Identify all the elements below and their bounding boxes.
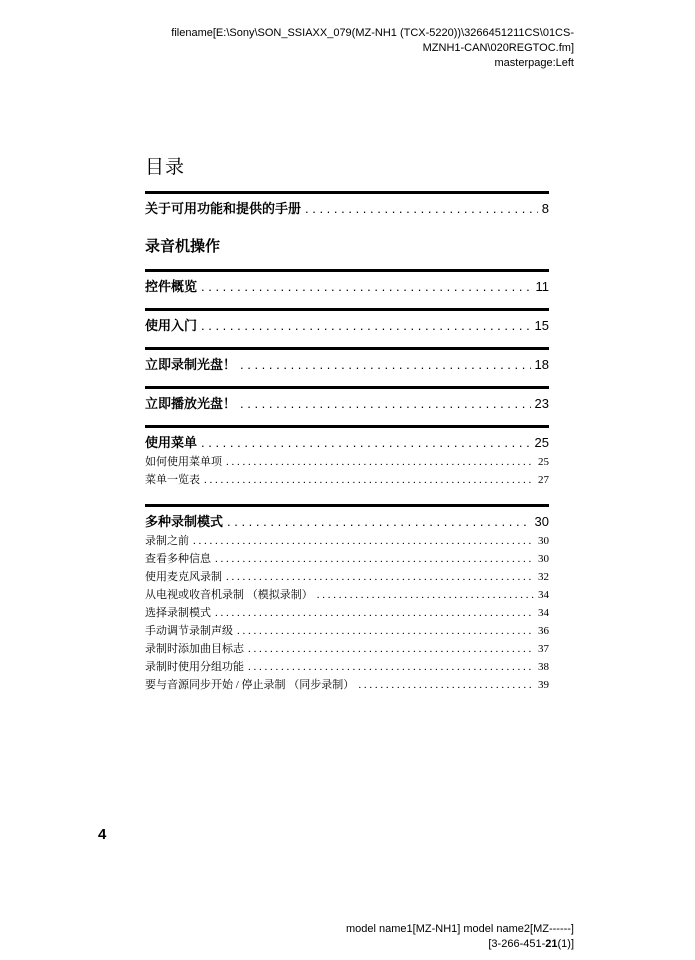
toc-subentry-label: 要与音源同步开始 / 停止录制 （同步录制） — [145, 679, 355, 691]
toc-entry-label: 多种录制模式 — [145, 514, 224, 529]
toc-subentry[interactable] — [145, 604, 549, 622]
leader-dots — [226, 568, 534, 586]
toc-subentry-label: 录制之前 — [145, 535, 189, 547]
toc-entry-page: 18 — [534, 357, 549, 372]
section-rule — [145, 504, 549, 507]
file-footer — [174, 922, 574, 952]
leader-dots — [215, 550, 534, 568]
toc-subentry[interactable] — [145, 453, 549, 471]
toc-entry[interactable] — [145, 512, 549, 532]
toc-entry-page: 8 — [541, 201, 549, 216]
leader-dots — [201, 433, 531, 453]
section-heading: 录音机操作 — [145, 238, 221, 255]
toc-subentry-page: 39 — [538, 679, 549, 691]
leader-dots — [204, 471, 534, 489]
toc-subentry-page: 25 — [538, 456, 549, 468]
section-rule — [145, 191, 549, 194]
toc-entry-intro[interactable] — [145, 199, 549, 219]
toc-subentry[interactable] — [145, 622, 549, 640]
toc-subentry-label: 录制时添加曲目标志 — [145, 643, 244, 655]
toc-subentry-label: 查看多种信息 — [145, 553, 211, 565]
footer-code-suffix: (1)] — [557, 938, 574, 950]
leader-dots — [358, 676, 534, 694]
toc-entry-label: 立即录制光盘！ — [145, 357, 237, 372]
toc-subentry-label: 使用麦克风录制 — [145, 571, 222, 583]
toc-subentry[interactable] — [145, 532, 549, 550]
toc-entry[interactable] — [145, 355, 549, 375]
toc-entry-page: 11 — [535, 279, 549, 294]
toc-subentry-page: 38 — [538, 661, 549, 673]
toc-group-4 — [145, 425, 549, 489]
toc-entry-label: 使用入门 — [145, 318, 198, 333]
leader-dots — [240, 355, 531, 375]
toc-entry-label: 控件概览 — [145, 279, 198, 294]
toc-subentry-label: 录制时使用分组功能 — [145, 661, 244, 673]
toc-entry-page: 23 — [534, 396, 549, 411]
leader-dots — [240, 394, 531, 414]
toc-subentry[interactable] — [145, 550, 549, 568]
toc-intro-block — [145, 191, 549, 219]
leader-dots — [248, 640, 534, 658]
toc-group-5 — [145, 504, 549, 694]
footer-line-1: model name1[MZ-NH1] model name2[MZ------] — [346, 923, 574, 935]
section-rule — [145, 269, 549, 272]
toc-subentry-label: 选择录制模式 — [145, 607, 211, 619]
page-title: 目录 — [145, 157, 186, 178]
footer-code-prefix: [3-266-451- — [488, 938, 546, 950]
toc-group-1 — [145, 308, 549, 336]
leader-dots — [215, 604, 534, 622]
toc-subentry[interactable] — [145, 471, 549, 489]
toc-group-3 — [145, 386, 549, 414]
toc-subentry-page: 36 — [538, 625, 549, 637]
toc-entry-page: 15 — [534, 318, 549, 333]
leader-dots — [226, 453, 534, 471]
leader-dots — [305, 199, 538, 219]
toc-subentry-label: 菜单一览表 — [145, 474, 200, 486]
toc-subentry-label: 如何使用菜单项 — [145, 456, 222, 468]
leader-dots — [201, 277, 531, 297]
leader-dots — [193, 532, 534, 550]
toc-subentry-page: 30 — [538, 535, 549, 547]
section-rule — [145, 425, 549, 428]
toc-entry[interactable] — [145, 316, 549, 336]
toc-subentry-page: 37 — [538, 643, 549, 655]
toc-entry[interactable] — [145, 394, 549, 414]
toc-subentry[interactable] — [145, 640, 549, 658]
toc-subentry-page: 34 — [538, 589, 549, 601]
toc-subentry[interactable] — [145, 586, 549, 604]
header-line-1: filename[E:\Sony\SON_SSIAXX_079(MZ-NH1 (TCX-5220))\3266451211CS\01CS- — [171, 27, 574, 39]
leader-dots — [227, 512, 531, 532]
leader-dots — [237, 622, 534, 640]
toc-subentry-page: 34 — [538, 607, 549, 619]
toc-subentry-label: 从电视或收音机录制 （模拟录制） — [145, 589, 313, 601]
toc-entry-label: 立即播放光盘！ — [145, 396, 237, 411]
file-header — [114, 26, 574, 71]
toc-entry-label: 使用菜单 — [145, 435, 198, 450]
toc-subentry-label: 手动调节录制声级 — [145, 625, 233, 637]
toc-subentry-page: 32 — [538, 571, 549, 583]
toc-subentry-page: 27 — [538, 474, 549, 486]
section-rule — [145, 347, 549, 350]
leader-dots — [201, 316, 531, 336]
header-line-3: masterpage:Left — [494, 57, 574, 69]
toc-entry-page: 30 — [534, 514, 549, 529]
toc-subentry-page: 30 — [538, 553, 549, 565]
toc-subentry[interactable] — [145, 568, 549, 586]
toc-subentry[interactable] — [145, 658, 549, 676]
toc-entry[interactable] — [145, 277, 549, 297]
toc-group-0 — [145, 269, 549, 297]
toc-entry-label: 关于可用功能和提供的手册 — [145, 201, 302, 216]
toc-entry[interactable] — [145, 433, 549, 453]
section-rule — [145, 386, 549, 389]
toc-entry-page: 25 — [534, 435, 549, 450]
section-rule — [145, 308, 549, 311]
toc-subentry[interactable] — [145, 676, 549, 694]
page-number: 4 — [98, 826, 107, 843]
header-line-2: MZNH1-CAN\020REGTOC.fm] — [422, 42, 574, 54]
footer-code-bold: 21 — [545, 938, 558, 950]
leader-dots — [248, 658, 534, 676]
leader-dots — [317, 586, 534, 604]
footer-line-2 — [174, 937, 574, 952]
toc-group-2 — [145, 347, 549, 375]
